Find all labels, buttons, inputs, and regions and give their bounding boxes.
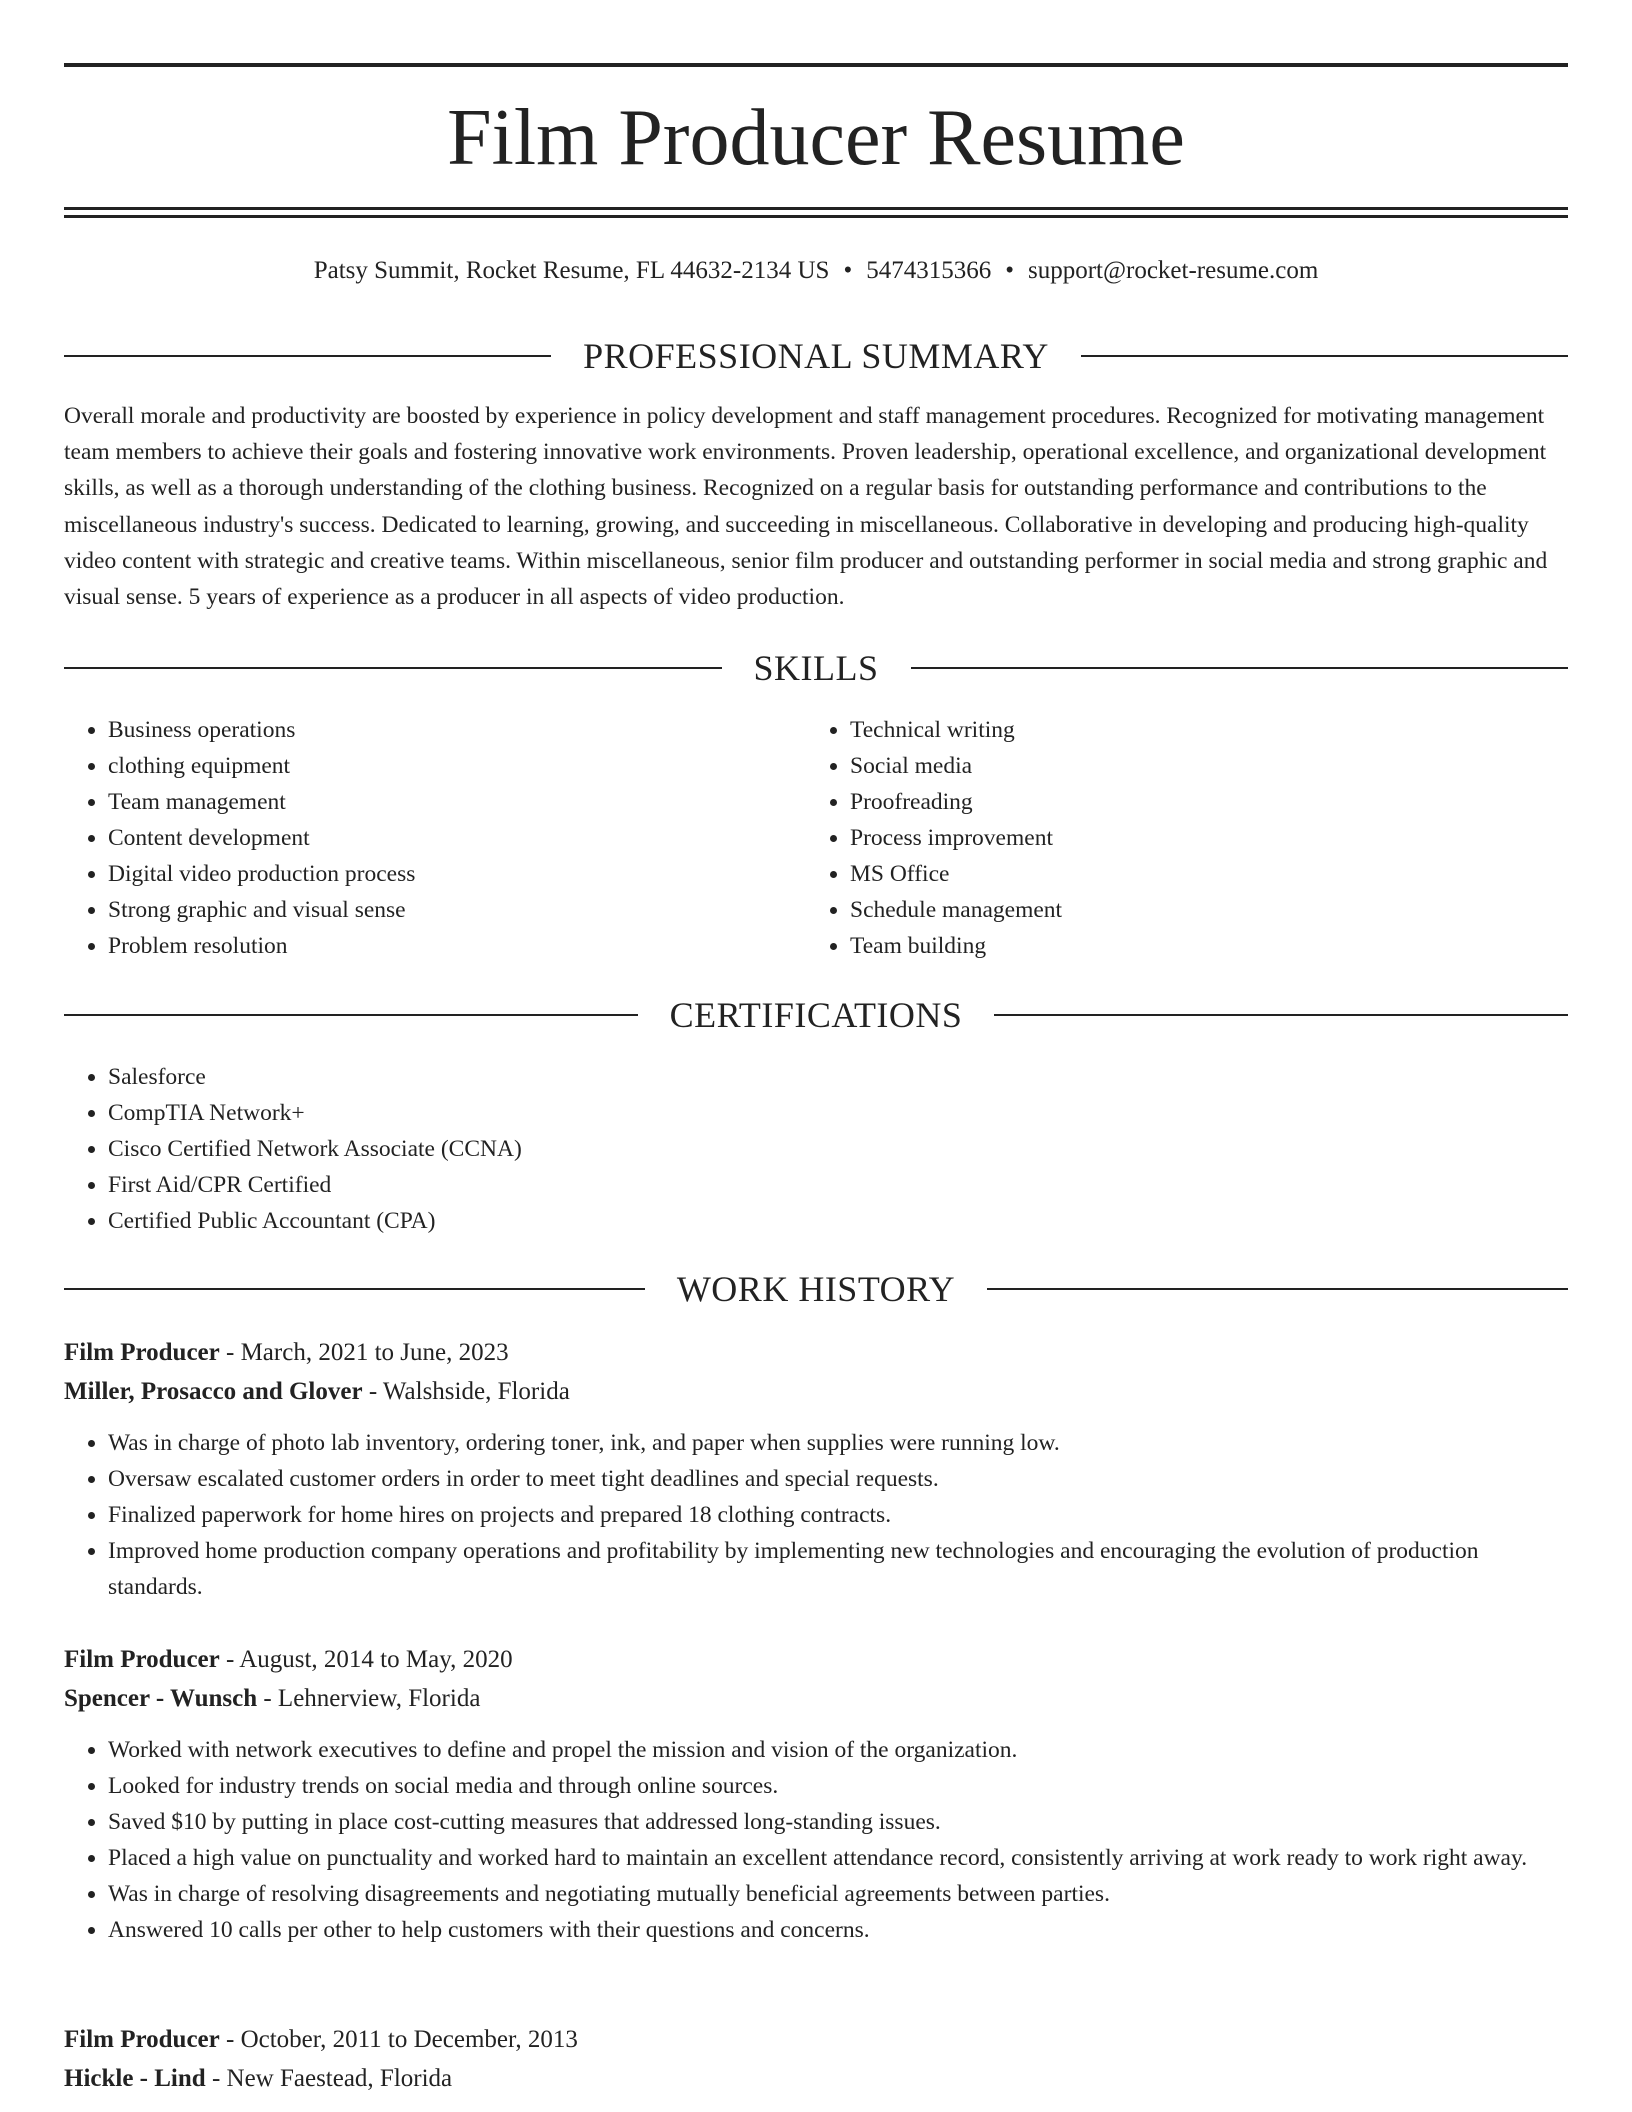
job-location: - New Faestead, Florida	[205, 2065, 453, 2092]
list-item: • Strong graphic and visual sense	[108, 892, 806, 928]
contact-phone: 5474315366	[866, 257, 992, 284]
top-rule	[64, 63, 1568, 67]
job-company: Miller, Prosacco and Glover	[64, 1378, 363, 1405]
divider-line	[994, 1014, 1568, 1016]
job-title-line	[64, 2023, 1568, 2057]
list-item: • Process improvement	[850, 820, 1568, 856]
list-item: • Technical writing	[850, 712, 1568, 748]
divider-line	[64, 1288, 645, 1290]
skills-left-column	[64, 712, 806, 964]
list-item: • Content development	[108, 820, 806, 856]
title-rule-lower	[64, 215, 1568, 218]
divider-line	[64, 667, 722, 669]
certifications-heading: CERTIFICATIONS	[669, 995, 963, 1035]
job-title: Film Producer	[64, 1646, 220, 1673]
job-entry	[64, 2023, 1568, 2096]
contact-separator: •	[843, 257, 853, 284]
contact-separator: •	[1005, 257, 1014, 284]
work-section-header	[64, 1267, 1568, 1311]
page-title: Film Producer Resume	[447, 94, 1185, 182]
job-company-line	[64, 1682, 1568, 1716]
list-item: • Oversaw escalated customer orders in order to meet tight deadlines and special requests.	[108, 1461, 1568, 1497]
job-dates: - October, 2011 to December, 2013	[219, 2026, 578, 2053]
list-item: • Schedule management	[850, 892, 1568, 928]
summary-text: Overall morale and productivity are boosted by experience in policy development and staff management procedures. Recognized for motivating management team members to achieve their goals and fostering innovative work environments. Proven leadership, operational excellence, and organizational development skills, as well as a thorough understanding of the clothing business. Recognized on a regular basis for outstanding performance and contributions to the miscellaneous industry's success. Dedicated to learning, growing, and succeeding in miscellaneous. Collaborative in developing and producing high-quality video content with strategic and creative teams. Within miscellaneous, senior film producer and outstanding performer in social media and strong graphic and visual sense. 5 years of experience as a producer in all aspects of video production.	[64, 403, 1548, 611]
list-item: • Proofreading	[850, 784, 1568, 820]
job-company: Spencer - Wunsch	[64, 1685, 258, 1712]
skills-right-list	[806, 712, 1568, 964]
job-entry	[64, 1643, 1568, 1948]
divider-line	[987, 1288, 1568, 1290]
list-item: • Team management	[108, 784, 806, 820]
list-item: • Salesforce	[108, 1059, 522, 1095]
list-item: • Was in charge of photo lab inventory, ordering toner, ink, and paper when supplies were running low.	[108, 1425, 1568, 1461]
list-item: • Answered 10 calls per other to help customers with their questions and concerns.	[108, 1912, 1568, 1948]
list-item: • Team building	[850, 928, 1568, 964]
list-item: • Saved $10 by putting in place cost-cutting measures that addressed long-standing issues.	[108, 1804, 1568, 1840]
summary-section-header	[64, 334, 1568, 378]
divider-line	[1081, 355, 1568, 357]
list-item: • Problem resolution	[108, 928, 806, 964]
divider-line	[911, 667, 1569, 669]
job-bullets	[64, 1425, 1568, 1605]
job-entry	[64, 1336, 1568, 1605]
list-item: • Social media	[850, 748, 1568, 784]
list-item: • MS Office	[850, 856, 1568, 892]
certifications-list	[64, 1059, 522, 1239]
skills-right-column	[806, 712, 1568, 964]
list-item: • clothing equipment	[108, 748, 806, 784]
certifications-section-header	[64, 993, 1568, 1037]
divider-line	[64, 355, 551, 357]
job-location: - Lehnerview, Florida	[257, 1685, 481, 1712]
job-title: Film Producer	[64, 2026, 220, 2053]
contact-email: support@rocket-resume.com	[1027, 257, 1319, 284]
skills-left-list	[64, 712, 806, 964]
job-company-line	[64, 1375, 1568, 1409]
job-title: Film Producer	[64, 1339, 220, 1366]
job-bullets	[64, 1732, 1568, 1948]
list-item: • Looked for industry trends on social media and through online sources.	[108, 1768, 1568, 1804]
summary-heading: PROFESSIONAL SUMMARY	[583, 336, 1049, 376]
list-item: • Certified Public Accountant (CPA)	[108, 1203, 522, 1239]
job-dates: - March, 2021 to June, 2023	[219, 1339, 509, 1366]
list-item: • Was in charge of resolving disagreements and negotiating mutually beneficial agreements between parties.	[108, 1876, 1568, 1912]
job-company-line	[64, 2062, 1568, 2096]
work-heading: WORK HISTORY	[676, 1269, 956, 1309]
job-dates: - August, 2014 to May, 2020	[219, 1646, 513, 1673]
list-item: • CompTIA Network+	[108, 1095, 522, 1131]
job-company: Hickle - Lind	[64, 2065, 206, 2092]
list-item: • Business operations	[108, 712, 806, 748]
title-rule-upper	[64, 207, 1568, 210]
list-item: • Cisco Certified Network Associate (CCNA)	[108, 1131, 522, 1167]
list-item: • Worked with network executives to define and propel the mission and vision of the organization.	[108, 1732, 1568, 1768]
job-location: - Walshside, Florida	[362, 1378, 570, 1405]
list-item: • Finalized paperwork for home hires on projects and prepared 18 clothing contracts.	[108, 1497, 1568, 1533]
job-title-line	[64, 1643, 1568, 1677]
divider-line	[64, 1014, 638, 1016]
list-item: • Digital video production process	[108, 856, 806, 892]
contact-line	[64, 254, 1568, 288]
skills-section-header	[64, 646, 1568, 690]
certifications-column	[64, 1059, 522, 1239]
list-item: • Improved home production company operations and profitability by implementing new technologies and encouraging the evolution of production standards.	[108, 1533, 1568, 1605]
list-item: • Placed a high value on punctuality and worked hard to maintain an excellent attendance record, consistently arriving at work ready to work right away.	[108, 1840, 1568, 1876]
contact-address: Patsy Summit, Rocket Resume, FL 44632-2134 US	[313, 257, 830, 284]
skills-heading: SKILLS	[753, 648, 879, 688]
list-item: • First Aid/CPR Certified	[108, 1167, 522, 1203]
job-title-line	[64, 1336, 1568, 1370]
